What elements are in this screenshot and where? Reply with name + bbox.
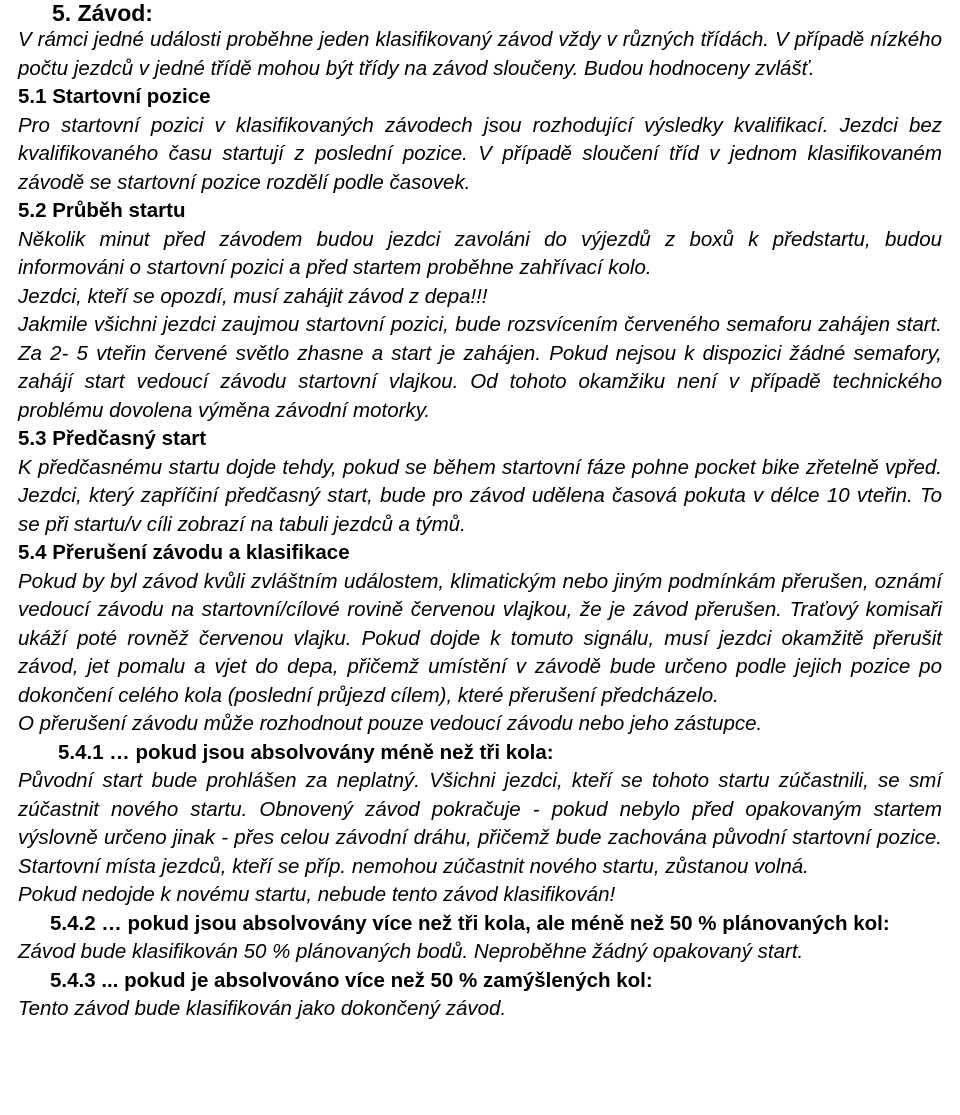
paragraph-5-4-a: Pokud by byl závod kvůli zvláštním událostem, klimatickým nebo jiným podmínkám přerušen, oznámí vedoucí závodu na startovní/cílové rovině červenou vlajkou, že je závod přerušen. Traťový komisaři ukáží poté rovněž červenou vlajku. Pokud dojde k tomuto signálu, musí jezdci okamžitě přerušit závod, jet pomalu a vjet do depa, přičemž umístění v závodě bude určeno podle jejich pozice po dokončení celého kola (poslední průjezd cílem), které přerušení předcházelo. bbox=[18, 569, 942, 707]
section-title: 5. Závod: bbox=[52, 0, 153, 26]
paragraph-5-1: Pro startovní pozici v klasifikovaných závodech jsou rozhodující výsledky kvalifikací. Jezdci bez kvalifikovaného času startují z poslední pozice. V případě sloučení tříd v jednom klasifikovaném závodě se startovní pozice rozdělí podle časovek. bbox=[18, 113, 942, 194]
paragraph-5-2-c: Jakmile všichni jezdci zaujmou startovní pozici, bude rozsvícením červeného semaforu zahájen start. Za 2- 5 vteřin červené světlo zhasne a start je zahájen. Pokud nejsou k dispozici žádné semafory, zahájí start vedoucí závodu startovní vlajkou. Od tohoto okamžiku není v případě technického problému dovolena výměna závodní motorky. bbox=[18, 313, 942, 422]
paragraph-5-4-1-b: Pokud nedojde k novému startu, nebude tento závod klasifikován! bbox=[18, 883, 616, 906]
paragraph-5-4-3: Tento závod bude klasifikován jako dokončený závod. bbox=[18, 997, 507, 1020]
paragraph-5-4-b: O přerušení závodu může rozhodnout pouze vedoucí závodu nebo jeho zástupce. bbox=[18, 712, 763, 735]
paragraph-5-2-b: Jezdci, kteří se opozdí, musí zahájit závod z depa!!! bbox=[18, 284, 488, 308]
heading-5-3: 5.3 Předčasný start bbox=[18, 427, 207, 450]
heading-5-1: 5.1 Startovní pozice bbox=[18, 85, 211, 108]
paragraph-5-3: K předčasnému startu dojde tehdy, pokud se během startovní fáze pohne pocket bike zřetelně vpřed. Jezdci, který zapříčiní předčasný start, bude pro závod udělena časová pokuta v délce 10 vteřin. To se při startu/v cíli zobrazí na tabuli jezdců a týmů. bbox=[18, 455, 942, 536]
paragraph-5-4-1-a: Původní start bude prohlášen za neplatný. Všichni jezdci, kteří se tohoto startu zúčastnili, se smí zúčastnit nového startu. Obnovený závod pokračuje - pokud nebylo před opakovaným startem výslovně určeno jinak - přes celou závodní dráhu, přičemž bude zachována původní startovní pozice. Startovní místa jezdců, kteří se příp. nemohou zúčastnit nového startu, zůstanou volná. bbox=[18, 769, 942, 878]
heading-5-4-3: 5.4.3 ... pokud je absolvováno více než 50 % zamýšlených kol: bbox=[50, 968, 653, 992]
heading-5-2: 5.2 Průběh startu bbox=[18, 199, 186, 222]
section-intro: V rámci jedné události proběhne jeden klasifikovaný závod vždy v různých třídách. V případě nízkého počtu jezdců v jedné třídě mohou být třídy na závod sloučeny. Budou hodnoceny zvlášť. bbox=[18, 28, 942, 80]
paragraph-5-4-2: Závod bude klasifikován 50 % plánovaných bodů. Neproběhne žádný opakovaný start. bbox=[18, 940, 804, 963]
heading-5-4-1: 5.4.1 … pokud jsou absolvovány méně než tři kola: bbox=[58, 740, 554, 764]
heading-5-4: 5.4 Přerušení závodu a klasifikace bbox=[18, 541, 350, 564]
heading-5-4-2: 5.4.2 … pokud jsou absolvovány více než tři kola, ale méně než 50 % plánovaných kol: bbox=[50, 911, 890, 935]
paragraph-5-2-a: Několik minut před závodem budou jezdci zavoláni do výjezdů z boxů k předstartu, budou informováni o startovní pozici a před startem proběhne zahřívací kolo. bbox=[18, 227, 942, 279]
